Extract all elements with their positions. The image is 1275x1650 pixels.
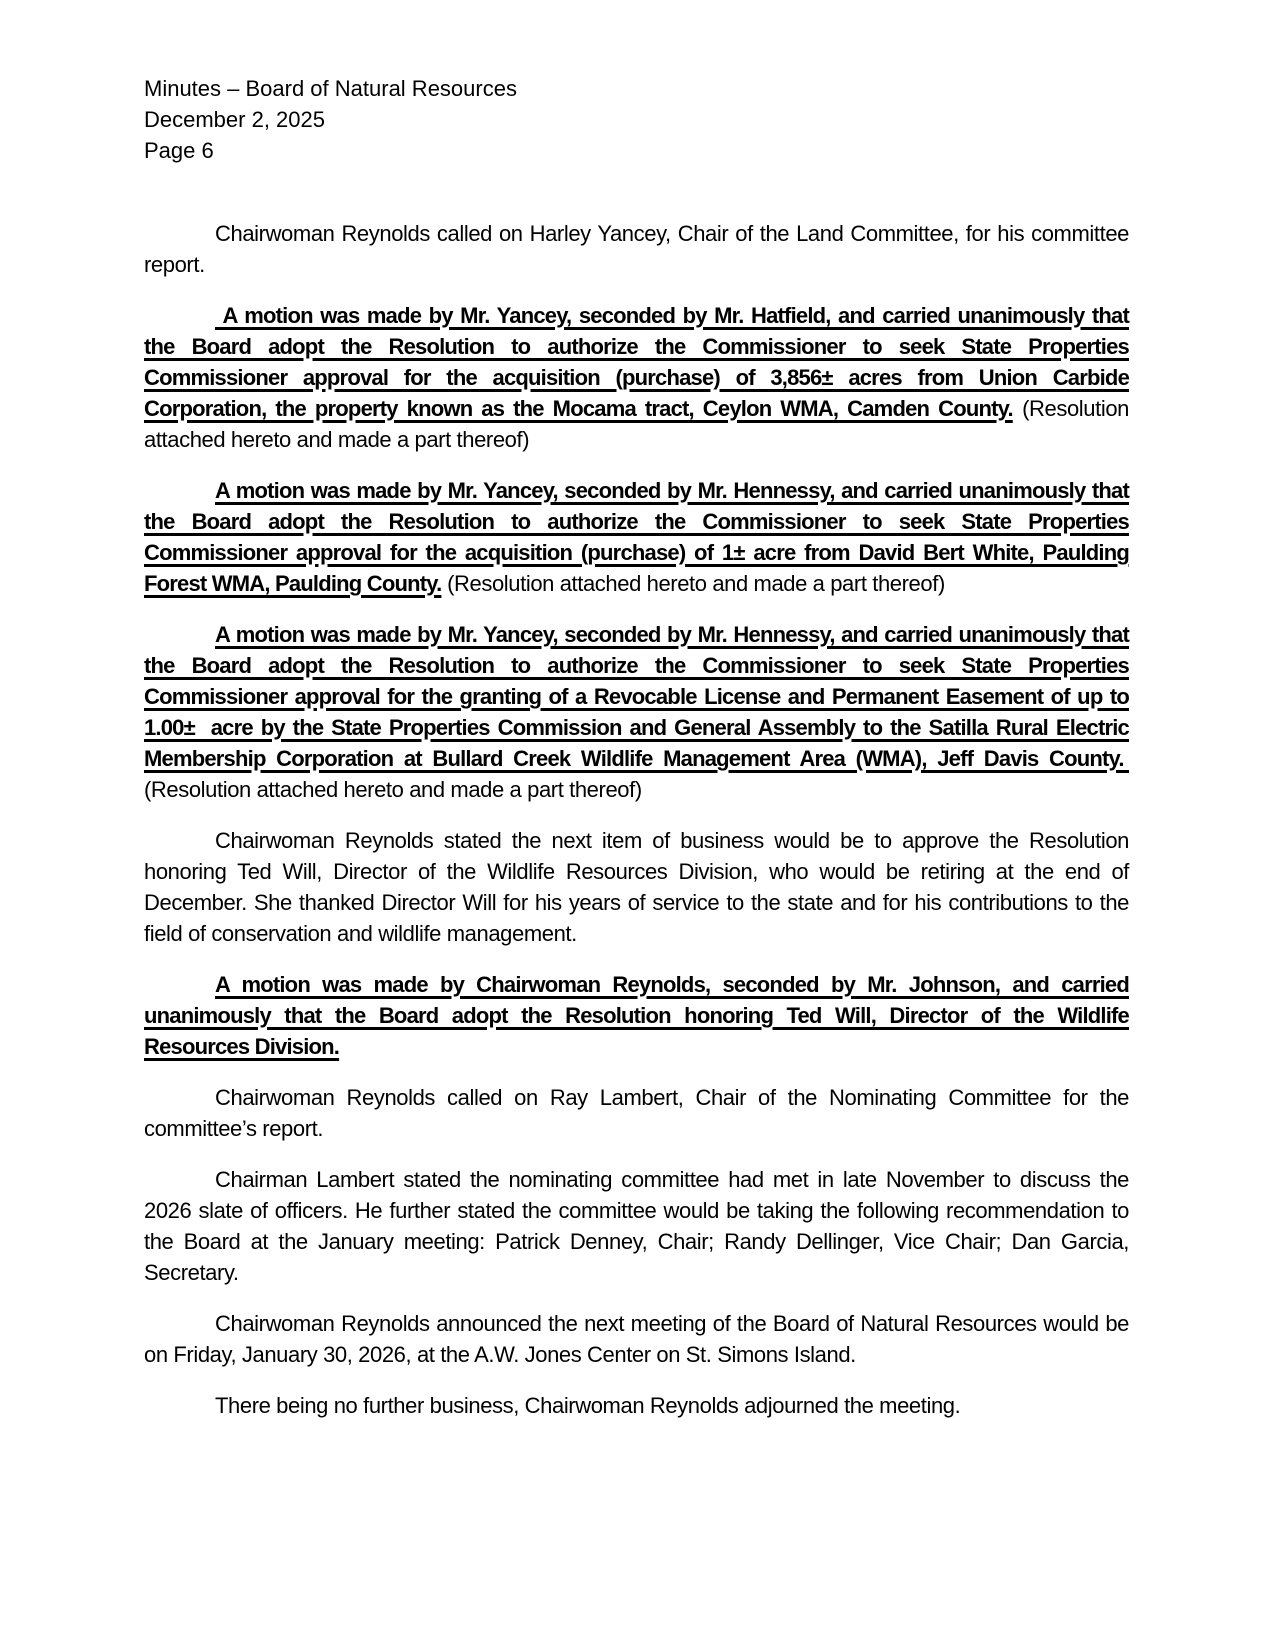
- motion-paulding-acquisition: [144, 475, 1129, 599]
- header-title: Minutes – Board of Natural Resources: [144, 76, 517, 101]
- header-page-number: Page 6: [144, 138, 214, 163]
- paragraph-text: Chairwoman Reynolds stated the next item of business would be to approve the Resolution honoring Ted Will, Director of the Wildlife Resources Division, who would be retiring at the end of December. She thanked Director Will for his years of service to the state and for his contributions to the field of conservation and wildlife management.: [144, 828, 1129, 946]
- motion-satilla-easement: [144, 619, 1129, 805]
- document-header: [144, 73, 1129, 166]
- paragraph-next-meeting: [144, 1308, 1129, 1370]
- paragraph-text: Chairwoman Reynolds announced the next meeting of the Board of Natural Resources would be on Friday, January 30, 2026, at the A.W. Jones Center on St. Simons Island.: [144, 1311, 1129, 1367]
- motion-text: A motion was made by Mr. Yancey, seconded by Mr. Hennessy, and carried unanimously that the Board adopt the Resolution to authorize the Commissioner to seek State Properties Commissioner approval for the acquisition (purchase) of 1± acre from David Bert White, Paulding Forest WMA, Paulding County.: [144, 478, 1129, 596]
- motion-mocama-acquisition: [144, 300, 1129, 455]
- resolution-note: (Resolution attached hereto and made a part thereof): [144, 396, 1129, 452]
- paragraph-adjournment: [144, 1390, 1129, 1421]
- motion-ted-will-resolution: [144, 969, 1129, 1062]
- paragraph-land-committee-report: [144, 218, 1129, 280]
- resolution-note: (Resolution attached hereto and made a part thereof): [144, 777, 642, 802]
- resolution-note: (Resolution attached hereto and made a part thereof): [441, 571, 945, 596]
- header-date: December 2, 2025: [144, 107, 325, 132]
- motion-text: A motion was made by Chairwoman Reynolds, seconded by Mr. Johnson, and carried unanimously that the Board adopt the Resolution honoring Ted Will, Director of the Wildlife Resources Division.: [144, 972, 1129, 1059]
- paragraph-nominating-slate: [144, 1164, 1129, 1288]
- paragraph-nominating-committee: [144, 1082, 1129, 1144]
- motion-text: A motion was made by Mr. Yancey, seconded by Mr. Hatfield, and carried unanimously that the Board adopt the Resolution to authorize the Commissioner to seek State Properties Commissioner approval for the acquisition (purchase) of 3,856± acres from Union Carbide Corporation, the property known as the Mocama tract, Ceylon WMA, Camden County.: [144, 303, 1129, 421]
- paragraph-text: Chairman Lambert stated the nominating committee had met in late November to discuss the 2026 slate of officers. He further stated the committee would be taking the following recommendation to the Board at the January meeting: Patrick Denney, Chair; Randy Dellinger, Vice Chair; Dan Garcia, Secretary.: [144, 1167, 1129, 1285]
- paragraph-text: Chairwoman Reynolds called on Ray Lambert, Chair of the Nominating Committee for the committee’s report.: [144, 1085, 1129, 1141]
- paragraph-text: There being no further business, Chairwoman Reynolds adjourned the meeting.: [215, 1393, 961, 1418]
- paragraph-ted-will-retirement: [144, 825, 1129, 949]
- paragraph-text: Chairwoman Reynolds called on Harley Yancey, Chair of the Land Committee, for his committee report.: [144, 221, 1129, 277]
- motion-text: A motion was made by Mr. Yancey, seconded by Mr. Hennessy, and carried unanimously that the Board adopt the Resolution to authorize the Commissioner to seek State Properties Commissioner approval for the granting of a Revocable License and Permanent Easement of up to 1.00± acre by the State Properties Commission and General Assembly to the Satilla Rural Electric Membership Corporation at Bullard Creek Wildlife Management Area (WMA), Jeff Davis County.: [144, 622, 1129, 771]
